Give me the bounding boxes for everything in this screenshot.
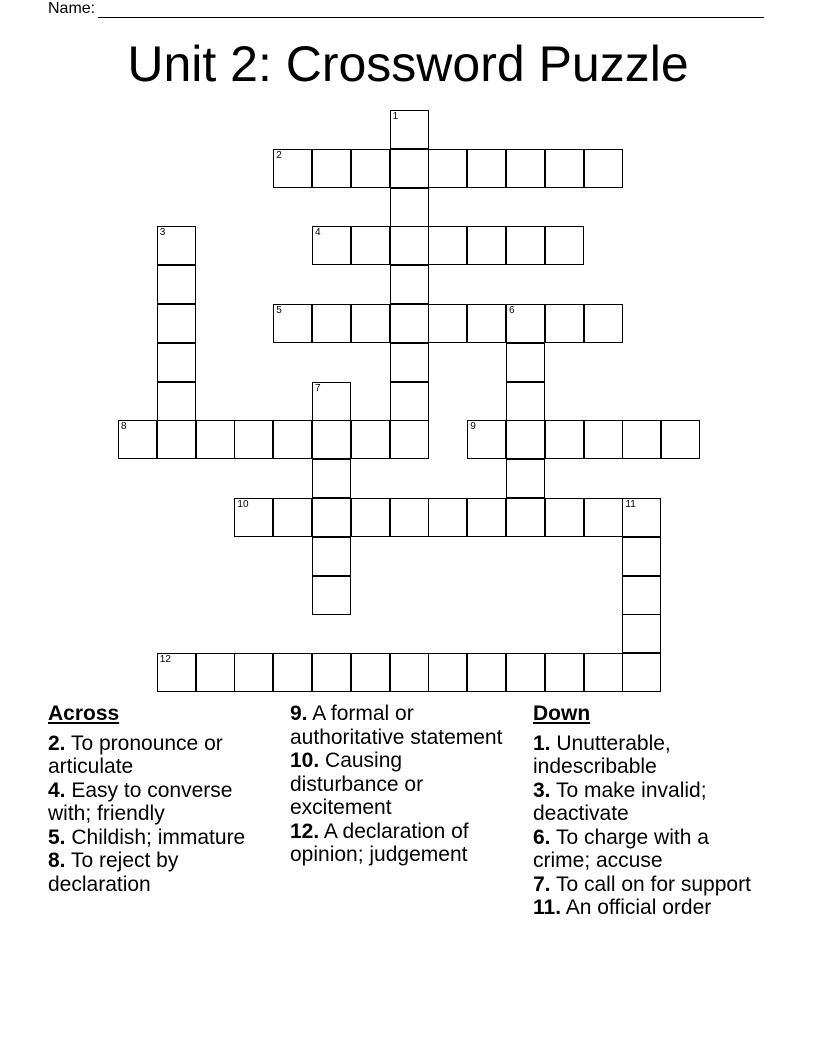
grid-cell[interactable] <box>506 498 545 537</box>
clue-number: 9. <box>290 702 308 725</box>
clue-number: 5. <box>48 825 66 849</box>
clue-item <box>533 826 758 873</box>
grid-cell[interactable] <box>506 382 545 421</box>
clue-text: A declaration of opinion; judgement <box>290 819 469 866</box>
cell-number: 9 <box>470 421 476 433</box>
cell-number: 8 <box>121 421 127 433</box>
grid-cell[interactable] <box>312 498 351 537</box>
grid-cell[interactable] <box>312 420 351 459</box>
clue-text: Unutterable, indescribable <box>533 731 671 778</box>
down-clue-list <box>533 732 758 920</box>
clue-number: 3. <box>533 778 551 802</box>
grid-cell[interactable] <box>390 498 429 537</box>
grid-cell[interactable] <box>584 420 623 459</box>
grid-cell[interactable] <box>506 343 545 382</box>
clue-item <box>290 702 515 749</box>
grid-cell[interactable] <box>390 265 429 304</box>
grid-cell[interactable] <box>312 226 351 265</box>
grid-cell[interactable] <box>428 149 467 188</box>
cell-number: 5 <box>276 305 282 316</box>
clue-number: 2. <box>48 731 66 755</box>
clue-item <box>48 849 273 896</box>
grid-cell[interactable] <box>312 537 351 576</box>
grid-cell[interactable] <box>545 420 584 459</box>
across-heading: Across <box>48 702 120 725</box>
grid-cell[interactable] <box>234 498 273 537</box>
clue-number: 10. <box>290 749 320 772</box>
grid-cell[interactable] <box>584 304 623 343</box>
grid-cell[interactable] <box>390 226 429 265</box>
grid-cell[interactable] <box>428 304 467 343</box>
grid-cell[interactable] <box>584 498 623 537</box>
grid-cell[interactable] <box>622 614 661 653</box>
cell-number: 6 <box>509 305 515 316</box>
cell-number: 3 <box>159 227 166 239</box>
cell-number: 11 <box>625 499 636 510</box>
grid-cell[interactable] <box>234 653 273 692</box>
grid-cell[interactable] <box>157 265 196 304</box>
clue-text: To reject by declaration <box>48 849 179 896</box>
clue-item <box>48 779 273 826</box>
grid-cell[interactable] <box>545 304 584 343</box>
grid-cell[interactable] <box>467 226 506 265</box>
clue-number: 7. <box>533 872 551 896</box>
grid-cell[interactable] <box>312 304 351 343</box>
grid-cell[interactable] <box>157 382 196 421</box>
grid-cell[interactable] <box>622 576 661 615</box>
cell-number: 7 <box>315 382 321 394</box>
across-clues-continued <box>290 702 515 867</box>
clue-text: To make invalid; deactivate <box>533 778 707 825</box>
grid-cell[interactable] <box>312 459 351 498</box>
clue-number: 8. <box>48 849 66 872</box>
grid-cell[interactable] <box>157 343 196 382</box>
grid-cell[interactable] <box>273 498 312 537</box>
grid-cell[interactable] <box>312 382 351 421</box>
grid-cell[interactable] <box>428 653 467 692</box>
grid-cell[interactable] <box>545 498 584 537</box>
grid-cell[interactable] <box>196 420 235 459</box>
grid-cell[interactable] <box>584 149 623 188</box>
grid-cell[interactable] <box>351 226 390 265</box>
grid-cell[interactable] <box>428 498 467 537</box>
grid-cell[interactable] <box>273 304 312 343</box>
clue-item <box>48 826 273 850</box>
grid-cell[interactable] <box>390 343 429 382</box>
grid-cell[interactable] <box>390 188 429 227</box>
grid-cell[interactable] <box>467 653 506 692</box>
grid-cell[interactable] <box>312 576 351 615</box>
clue-text: To call on for support <box>550 872 751 896</box>
grid-cell[interactable] <box>622 537 661 576</box>
down-clues <box>533 702 758 920</box>
grid-cell[interactable] <box>351 498 390 537</box>
grid-cell[interactable] <box>234 420 273 459</box>
grid-cell[interactable] <box>467 304 506 343</box>
clue-number: 1. <box>533 731 551 755</box>
clue-text: Easy to converse with; friendly <box>48 778 233 825</box>
clue-text: Causing disturbance or excitement <box>290 749 424 819</box>
grid-cell[interactable] <box>390 420 429 459</box>
grid-cell[interactable] <box>661 420 700 459</box>
grid-cell[interactable] <box>312 149 351 188</box>
cell-number: 4 <box>315 227 321 239</box>
grid-cell[interactable] <box>506 149 545 188</box>
clue-number: 11. <box>533 896 562 919</box>
grid-cell[interactable] <box>390 304 429 343</box>
grid-cell[interactable] <box>506 226 545 265</box>
cell-number: 1 <box>392 111 399 122</box>
across-clues <box>48 702 273 896</box>
grid-cell[interactable] <box>545 653 584 692</box>
grid-cell[interactable] <box>196 653 235 692</box>
clue-item <box>533 779 758 826</box>
across-clue-list-1 <box>48 732 273 897</box>
clue-item <box>533 896 758 920</box>
grid-cell[interactable] <box>584 653 623 692</box>
grid-cell[interactable] <box>351 653 390 692</box>
grid-cell[interactable] <box>622 498 661 537</box>
clue-text: An official order <box>561 896 712 919</box>
cell-number: 12 <box>159 654 171 666</box>
grid-cell[interactable] <box>157 653 196 692</box>
clue-number: 4. <box>48 778 66 802</box>
grid-cell[interactable] <box>390 653 429 692</box>
clue-item <box>533 873 758 897</box>
grid-cell[interactable] <box>351 420 390 459</box>
clue-item <box>533 732 758 779</box>
grid-cell[interactable] <box>273 420 312 459</box>
grid-cell[interactable] <box>622 420 661 459</box>
page-title: Unit 2: Crossword Puzzle <box>127 36 689 92</box>
name-label: Name: <box>48 0 96 17</box>
clue-text: To pronounce or articulate <box>48 731 223 778</box>
grid-cell[interactable] <box>545 226 584 265</box>
clue-text: A formal or authoritative statement <box>290 702 503 749</box>
grid-cell[interactable] <box>118 420 157 459</box>
clue-item <box>290 820 515 867</box>
across-clue-list-2 <box>290 702 515 867</box>
grid-cell[interactable] <box>622 653 661 692</box>
grid-cell[interactable] <box>428 226 467 265</box>
clue-number: 12. <box>290 819 320 843</box>
grid-cell[interactable] <box>506 653 545 692</box>
down-heading: Down <box>533 702 591 725</box>
grid-cell[interactable] <box>351 149 390 188</box>
grid-cell[interactable] <box>467 149 506 188</box>
grid-cell[interactable] <box>506 420 545 459</box>
grid-cell[interactable] <box>506 304 545 343</box>
cell-number: 2 <box>276 149 282 161</box>
grid-cell[interactable] <box>506 459 545 498</box>
grid-cell[interactable] <box>390 149 429 188</box>
grid-cell[interactable] <box>157 226 196 265</box>
grid-cell[interactable] <box>351 304 390 343</box>
grid-cell[interactable] <box>157 420 196 459</box>
grid-cell[interactable] <box>467 420 506 459</box>
grid-cell[interactable] <box>545 149 584 188</box>
clue-item <box>48 732 273 779</box>
grid-cell[interactable] <box>467 498 506 537</box>
grid-cell[interactable] <box>273 653 312 692</box>
clue-text: Childish; immature <box>65 825 246 849</box>
cell-number: 10 <box>237 499 249 510</box>
clue-text: To charge with a crime; accuse <box>533 825 709 872</box>
clue-item <box>290 749 515 820</box>
clue-number: 6. <box>533 825 551 849</box>
grid-cell[interactable] <box>312 653 351 692</box>
grid-cell[interactable] <box>273 149 312 188</box>
grid-cell[interactable] <box>157 304 196 343</box>
grid-cell[interactable] <box>390 382 429 421</box>
grid-cell[interactable] <box>390 110 429 149</box>
